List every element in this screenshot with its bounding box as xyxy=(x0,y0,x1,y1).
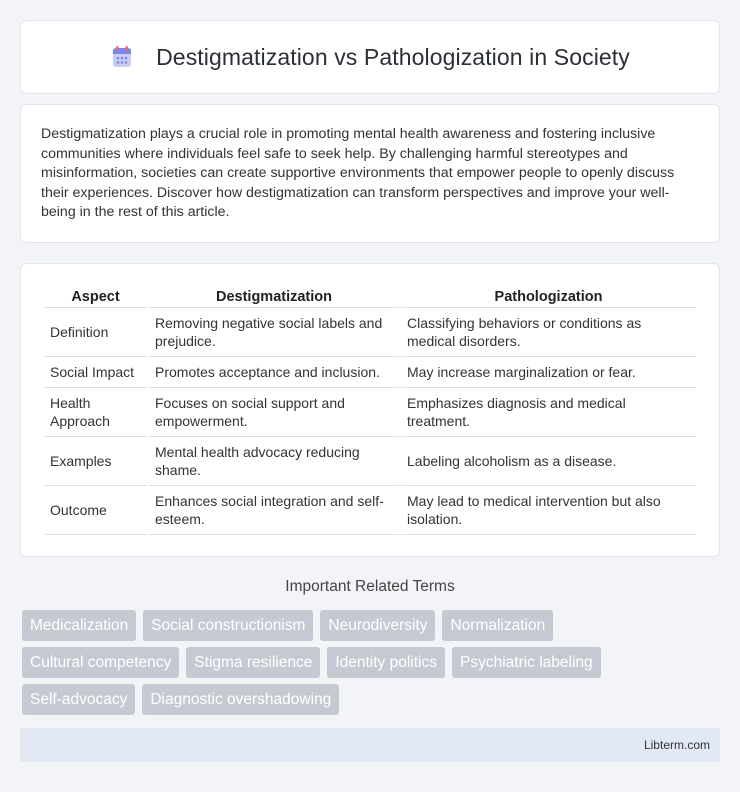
tag-social-constructionism[interactable]: Social constructionism xyxy=(143,610,313,641)
table-cell-destigmatization: Promotes acceptance and inclusion. xyxy=(149,357,399,388)
table-cell-destigmatization: Focuses on social support and empowerment. xyxy=(149,388,399,437)
table-row xyxy=(44,357,696,388)
table-cell-pathologization: May lead to medical intervention but also isolation. xyxy=(401,486,696,535)
tag-stigma-resilience[interactable]: Stigma resilience xyxy=(186,647,320,678)
table-row xyxy=(44,486,696,535)
tag-cultural-competency[interactable]: Cultural competency xyxy=(22,647,179,678)
table-cell-pathologization: Classifying behaviors or conditions as medical disorders. xyxy=(401,308,696,357)
table-row xyxy=(44,437,696,486)
tag-row xyxy=(22,610,722,641)
page-title: Destigmatization vs Pathologization in Society xyxy=(156,43,630,70)
tag-neurodiversity[interactable]: Neurodiversity xyxy=(320,610,435,641)
table-row xyxy=(44,388,696,437)
table-cell-aspect: Examples xyxy=(44,437,147,486)
tag-psychiatric-labeling[interactable]: Psychiatric labeling xyxy=(452,647,601,678)
calendar-icon xyxy=(110,45,134,69)
title-card xyxy=(20,20,720,94)
table-cell-destigmatization: Enhances social integration and self-esteem. xyxy=(149,486,399,535)
tag-medicalization[interactable]: Medicalization xyxy=(22,610,136,641)
table-cell-aspect: Social Impact xyxy=(44,357,147,388)
related-terms-tags xyxy=(22,610,722,721)
intro-card xyxy=(20,104,720,243)
tag-self-advocacy[interactable]: Self-advocacy xyxy=(22,684,135,715)
tag-row xyxy=(22,684,722,715)
table-cell-aspect: Definition xyxy=(44,308,147,357)
column-header-destigmatization: Destigmatization xyxy=(149,284,399,308)
title-wrap xyxy=(110,44,630,71)
table-header-row xyxy=(44,284,696,308)
table-cell-pathologization: Emphasizes diagnosis and medical treatment. xyxy=(401,388,696,437)
table-cell-pathologization: Labeling alcoholism as a disease. xyxy=(401,437,696,486)
intro-paragraph: Destigmatization plays a crucial role in promoting mental health awareness and fostering inclusive communities where individuals feel safe to seek help. By challenging harmful stereotypes and misinformation, societies can create supportive environments that empower people to openly discuss their experiences. Discover how destigmatization can transform perspectives and improve your well-being in the rest of this article. xyxy=(41,126,675,221)
tag-identity-politics[interactable]: Identity politics xyxy=(327,647,445,678)
related-terms-heading: Important Related Terms xyxy=(285,578,455,595)
table-cell-aspect: Health Approach xyxy=(44,388,147,437)
table-cell-pathologization: May increase marginalization or fear. xyxy=(401,357,696,388)
column-header-aspect: Aspect xyxy=(44,284,147,308)
column-header-pathologization: Pathologization xyxy=(401,284,696,308)
table-cell-aspect: Outcome xyxy=(44,486,147,535)
tag-row xyxy=(22,647,722,678)
tag-normalization[interactable]: Normalization xyxy=(442,610,553,641)
comparison-table xyxy=(42,284,698,535)
table-cell-destigmatization: Removing negative social labels and prejudice. xyxy=(149,308,399,357)
tag-diagnostic-overshadowing[interactable]: Diagnostic overshadowing xyxy=(142,684,339,715)
table-cell-destigmatization: Mental health advocacy reducing shame. xyxy=(149,437,399,486)
footer-site-link[interactable]: Libterm.com xyxy=(643,738,710,752)
comparison-table-card xyxy=(20,263,720,557)
footer xyxy=(20,728,720,762)
table-row xyxy=(44,308,696,357)
